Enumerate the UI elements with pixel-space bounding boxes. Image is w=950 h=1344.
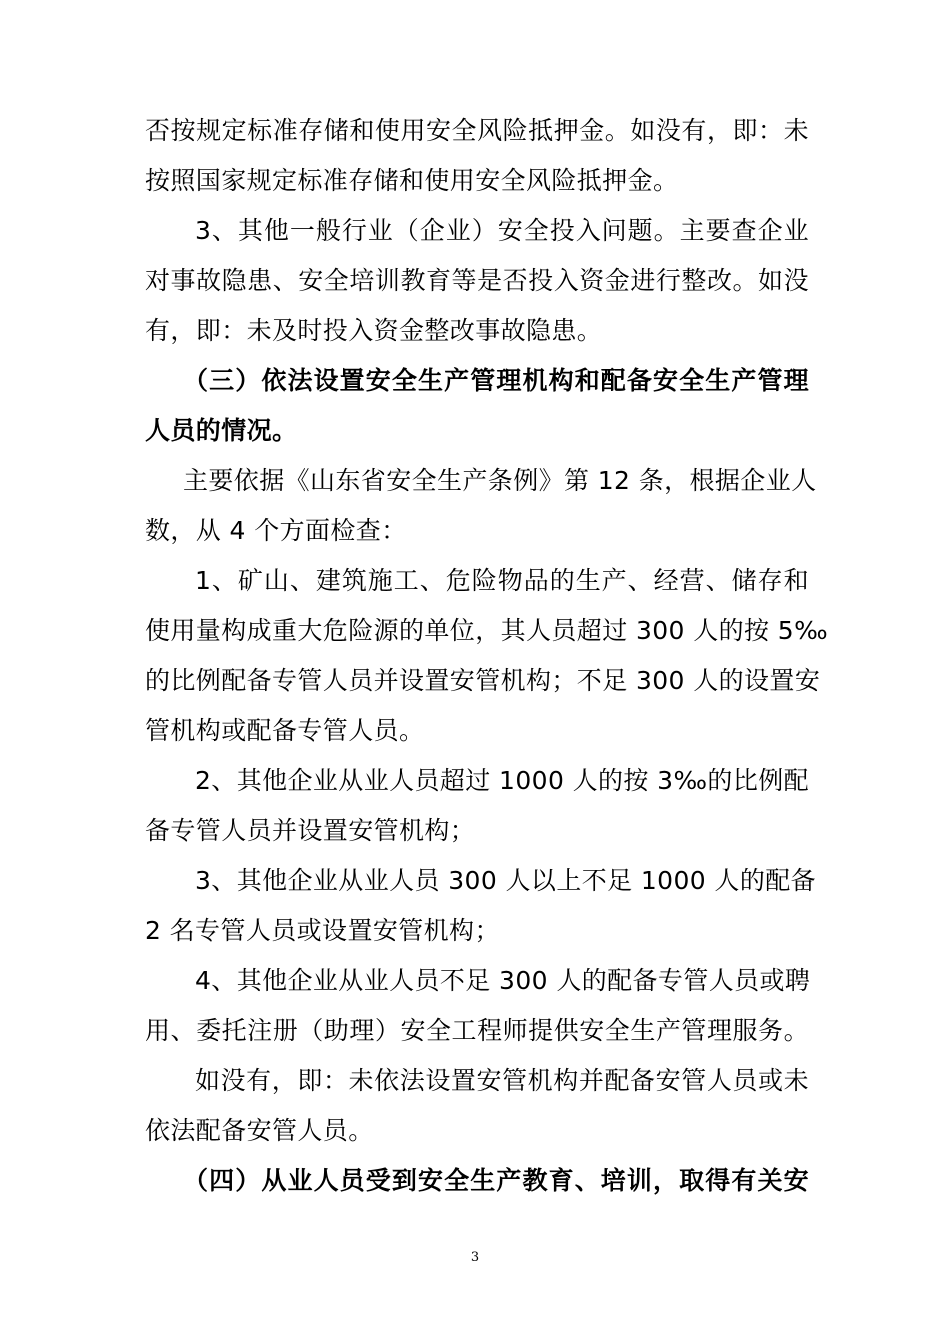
paragraph-line: 4、其他企业从业人员不足 300 人的配备专管人员或聘 [195, 966, 811, 995]
paragraph-line: 用、委托注册（助理）安全工程师提供安全生产管理服务。 [145, 1016, 809, 1045]
paragraph-line: 否按规定标准存储和使用安全风险抵押金。如没有，即：未 [145, 116, 809, 145]
paragraph-line: 按照国家规定标准存储和使用安全风险抵押金。 [145, 166, 679, 195]
page-number: 3 [470, 1250, 480, 1265]
paragraph-line: 有，即：未及时投入资金整改事故隐患。 [145, 316, 603, 345]
paragraph-line: 3、其他一般行业（企业）安全投入问题。主要查企业 [195, 216, 809, 245]
section-heading-line: 人员的情况。 [145, 416, 298, 445]
paragraph-line: 1、矿山、建筑施工、危险物品的生产、经营、储存和 [195, 566, 809, 595]
paragraph-line: 使用量构成重大危险源的单位，其人员超过 300 人的按 5‰ [145, 616, 829, 645]
section-heading-line: （四）从业人员受到安全生产教育、培训，取得有关安 [183, 1166, 809, 1195]
paragraph-line: 如没有，即：未依法设置安管机构并配备安管人员或未 [195, 1066, 809, 1095]
paragraph-line: 2、其他企业从业人员超过 1000 人的按 3‰的比例配 [195, 766, 810, 795]
document-page [145, 106, 829, 1206]
paragraph-line: 2 名专管人员或设置安管机构； [145, 916, 500, 945]
paragraph-line: 管机构或配备专管人员。 [145, 716, 425, 745]
paragraph-line: 备专管人员并设置安管机构； [145, 816, 476, 845]
paragraph-line: 数，从 4 个方面检查： [145, 516, 407, 545]
paragraph-line: 主要依据《山东省安全生产条例》第 12 条，根据企业人 [183, 466, 817, 495]
paragraph-line: 对事故隐患、安全培训教育等是否投入资金进行整改。如没 [145, 266, 809, 295]
section-heading-line: （三）依法设置安全生产管理机构和配备安全生产管理 [183, 366, 809, 395]
paragraph-line: 3、其他企业从业人员 300 人以上不足 1000 人的配备 [195, 866, 817, 895]
paragraph-line: 依法配备安管人员。 [145, 1116, 374, 1145]
paragraph-line: 的比例配备专管人员并设置安管机构；不足 300 人的设置安 [145, 666, 821, 695]
